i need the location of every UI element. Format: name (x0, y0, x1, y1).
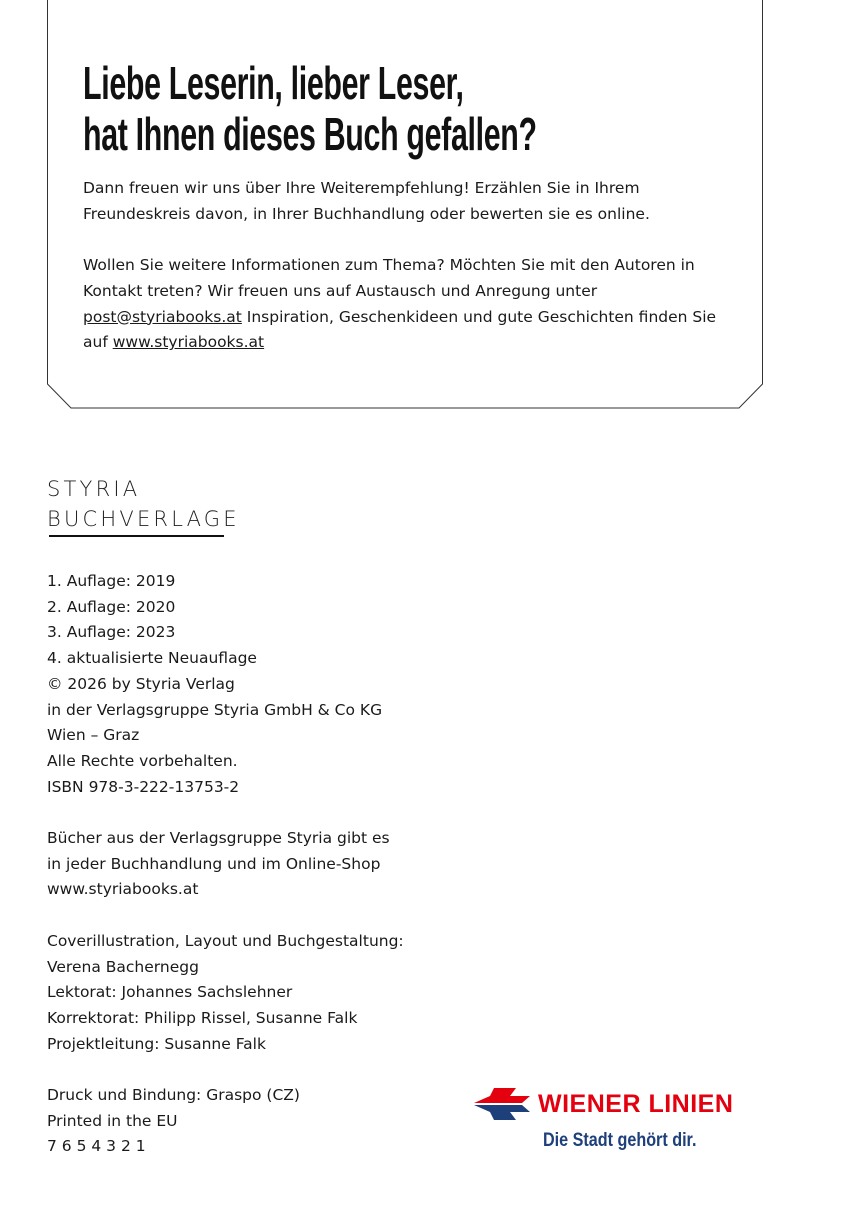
edition-3: 3. Auflage: 2023 (47, 623, 176, 642)
printed-in: Printed in the EU (47, 1111, 178, 1130)
shop-url: www.styriabooks.at (47, 880, 199, 899)
imprint (47, 569, 447, 1160)
publisher-group: in der Verlagsgruppe Styria GmbH & Co KG (47, 700, 383, 719)
shop-line-2: in jeder Buchhandlung und im Online-Shop (47, 854, 381, 873)
credit-cover-role: Coverillustration, Layout und Buchgestaltung: (47, 931, 404, 950)
credit-proofreading: Korrektorat: Philipp Rissel, Susanne Falk (47, 1008, 358, 1027)
isbn: ISBN 978-3-222-13753-2 (47, 777, 240, 796)
wiener-linien-slogan: Die Stadt gehört dir. (543, 1130, 697, 1151)
publisher-location: Wien – Graz (47, 726, 140, 745)
edition-1: 1. Auflage: 2019 (47, 572, 176, 590)
recommendation-paragraph: Dann freuen wir uns über Ihre Weiterempfehlung! Erzählen Sie in Ihrem Freundeskreis davon, in Ihrer Buchhandlung oder bewerten sie es online. (83, 179, 650, 223)
logo-line-1: STYRIA (47, 477, 141, 501)
styria-logo (47, 474, 240, 534)
credit-cover-name: Verena Bachernegg (47, 957, 199, 976)
contact-text-a: Wollen Sie weitere Informationen zum Thema? Möchten Sie mit den Autoren in Kontakt treten? Wir freuen uns auf Austausch und Anregung unter (83, 256, 695, 300)
rights-reserved: Alle Rechte vorbehalten. (47, 751, 238, 770)
headline-line-1: Liebe Leserin, lieber Leser, (83, 57, 464, 109)
print-run: 7 6 5 4 3 2 1 (47, 1137, 146, 1156)
box-text (83, 176, 723, 382)
contact-text-b: Inspiration, Geschenkideen und gute Geschichten finden Sie auf (83, 307, 717, 352)
logo-underline (49, 535, 224, 537)
headline (83, 58, 537, 160)
credit-editing: Lektorat: Johannes Sachslehner (47, 983, 293, 1002)
wiener-linien-arrow-icon (472, 1086, 532, 1122)
wiener-linien-name: WIENER LINIEN (538, 1090, 734, 1118)
contact-paragraph (83, 253, 723, 356)
wiener-linien-logo (470, 1082, 770, 1162)
edition-2: 2. Auflage: 2020 (47, 597, 176, 616)
logo-line-2: BUCHVERLAGE (47, 507, 240, 531)
website-link[interactable]: www.styriabooks.at (112, 333, 265, 352)
headline-line-2: hat Ihnen dieses Buch gefallen? (83, 108, 537, 160)
edition-4: 4. aktualisierte Neuauflage (47, 649, 257, 668)
credit-project-lead: Projektleitung: Susanne Falk (47, 1034, 266, 1053)
shop-line-1: Bücher aus der Verlagsgruppe Styria gibt es (47, 829, 390, 848)
email-link[interactable]: post@styriabooks.at (83, 307, 242, 326)
copyright: © 2026 by Styria Verlag (47, 674, 235, 693)
print-binding: Druck und Bindung: Graspo (CZ) (47, 1086, 300, 1105)
